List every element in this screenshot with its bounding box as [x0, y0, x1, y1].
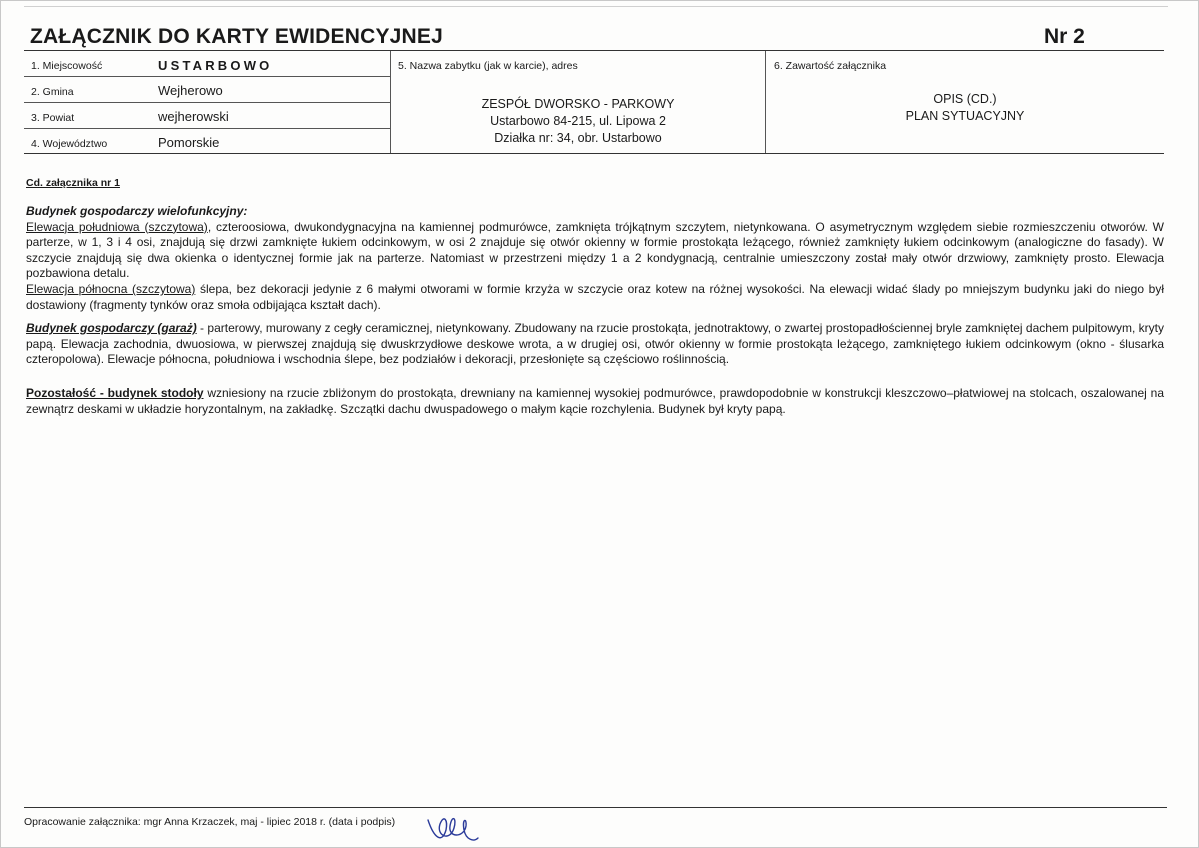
- row-divider: [24, 76, 390, 77]
- row-divider: [24, 102, 390, 103]
- barn-heading: Pozostałość - budynek stodoły: [26, 386, 204, 400]
- monument-address: Ustarbowo 84-215, ul. Lipowa 2: [490, 114, 666, 128]
- monument-plot: Działka nr: 34, obr. Ustarbowo: [494, 131, 662, 145]
- document-title: ZAŁĄCZNIK DO KARTY EWIDENCYJNEJ: [30, 25, 444, 48]
- contents-line-1: OPIS (CD.): [933, 92, 997, 106]
- section-heading: Budynek gospodarczy wielofunkcyjny:: [26, 204, 248, 218]
- footer-credits: Opracowanie załącznika: mgr Anna Krzaczek, maj - lipiec 2018 r. (data i podpis): [24, 816, 396, 828]
- monument-label: 5. Nazwa zabytku (jak w karcie), adres: [398, 60, 578, 72]
- locality-value: USTARBOWO: [158, 58, 273, 73]
- commune-value: Wejherowo: [158, 83, 223, 98]
- contents-line-2: PLAN SYTUACYJNY: [905, 109, 1025, 123]
- barn-text: wzniesiony na rzucie zbliżonym do prostokąta, drewniany na kamiennej wysokiej podmurówce, prawdopodobnie w konstrukcji kleszczowo–płatwiowej na stolcach, oszalowanej na zewnątrz deskami w układzie horyzontalnym, na zakładkę. Szczątki dachu dwuspadowego o małym kącie rozchylenia. Budynek był kryty papą.: [26, 386, 1165, 416]
- county-value: wejherowski: [158, 109, 229, 124]
- garage-heading: Budynek gospodarczy (garaż): [26, 321, 197, 335]
- locality-label: 1. Miejscowość: [31, 60, 103, 72]
- voivodeship-label: 4. Województwo: [31, 138, 108, 150]
- section-barn-remains: [26, 386, 1164, 417]
- south-elevation-paragraph: [26, 220, 1164, 282]
- header-table: [24, 50, 1164, 154]
- top-rule: [24, 6, 1168, 7]
- signature-mark: [424, 808, 484, 848]
- monument-details: [391, 96, 765, 147]
- section-multifunction-building: [26, 204, 1164, 313]
- garage-text: - parterowy, murowany z cegły ceramicznej, nietynkowany. Zbudowany na rzucie prostokąta, jednotraktowy, o zwartej prostopadłościennej bryle zamkniętej dachem pulpitowym, kryty papą. Elewacja zachodnia, dwuosiowa, w pierwszej znajdują się dwuskrzydłowe deskowe wrota, a w drugiej osi, otwór okienny w formie prostokąta leżącego, zamkniętego łukiem odcinkowym (okno - ślusarka czteropolowa). Elewacje północna, południowa i wschodnia ślepe, bez podziałów i dekoracji, przesłonięte są częściowo roślinnością.: [26, 321, 1164, 367]
- south-elevation-label: Elewacja południowa (szczytowa): [26, 219, 208, 234]
- voivodeship-value: Pomorskie: [158, 135, 220, 150]
- footer-rule: [24, 807, 1167, 808]
- north-elevation-paragraph: [26, 282, 1164, 313]
- section-garage: [26, 321, 1164, 368]
- subtitle-text: Cd. załącznika nr 1: [26, 177, 120, 189]
- south-elevation-text: , czteroosiowa, dwukondygnacyjna na kamiennej podmurówce, zamknięta trójkątnym szczytem, nietynkowana. O asymetrycznym względem siebie rozmieszczeniu otworów. W parterze, w 1, 3 i 4 osi, znajdują się drzwi zamknięte łukiem odcinkowym, w osi 2 znajduje się otwór okienny w formie prostokąta leżącego, również zamknięty łukiem odcinkowym (analogiczne do fasady). W szczycie znajdują się dwa okienka o identycznej formie jak na parterze. Natomiast w przestrzeni między 1 a 2 kondygnacją, centralnie umieszczony został mały otwór drzwiowy, zamknięty prosto. Elewacja pozbawiona detalu.: [26, 219, 1165, 281]
- attachment-number: Nr 2: [1044, 25, 1085, 48]
- contents-label: 6. Zawartość załącznika: [774, 60, 887, 72]
- monument-name: ZESPÓŁ DWORSKO - PARKOWY: [481, 97, 675, 111]
- north-elevation-label: Elewacja północna (szczytowa): [26, 281, 196, 296]
- continuation-subtitle: [26, 175, 1164, 192]
- row-divider: [24, 128, 390, 129]
- contents-details: [766, 91, 1164, 125]
- north-elevation-text: ślepa, bez dekoracji jedynie z 6 małymi otworami w formie krzyża w szczycie oraz kotew na różnej wysokości. Na elewacji widać ślady po mniejszym budynku jaki do niego był dostawiony (fragmenty tynków oraz smoła odbijająca kształt dach).: [26, 281, 1164, 312]
- county-label: 3. Powiat: [31, 112, 75, 124]
- commune-label: 2. Gmina: [31, 86, 74, 98]
